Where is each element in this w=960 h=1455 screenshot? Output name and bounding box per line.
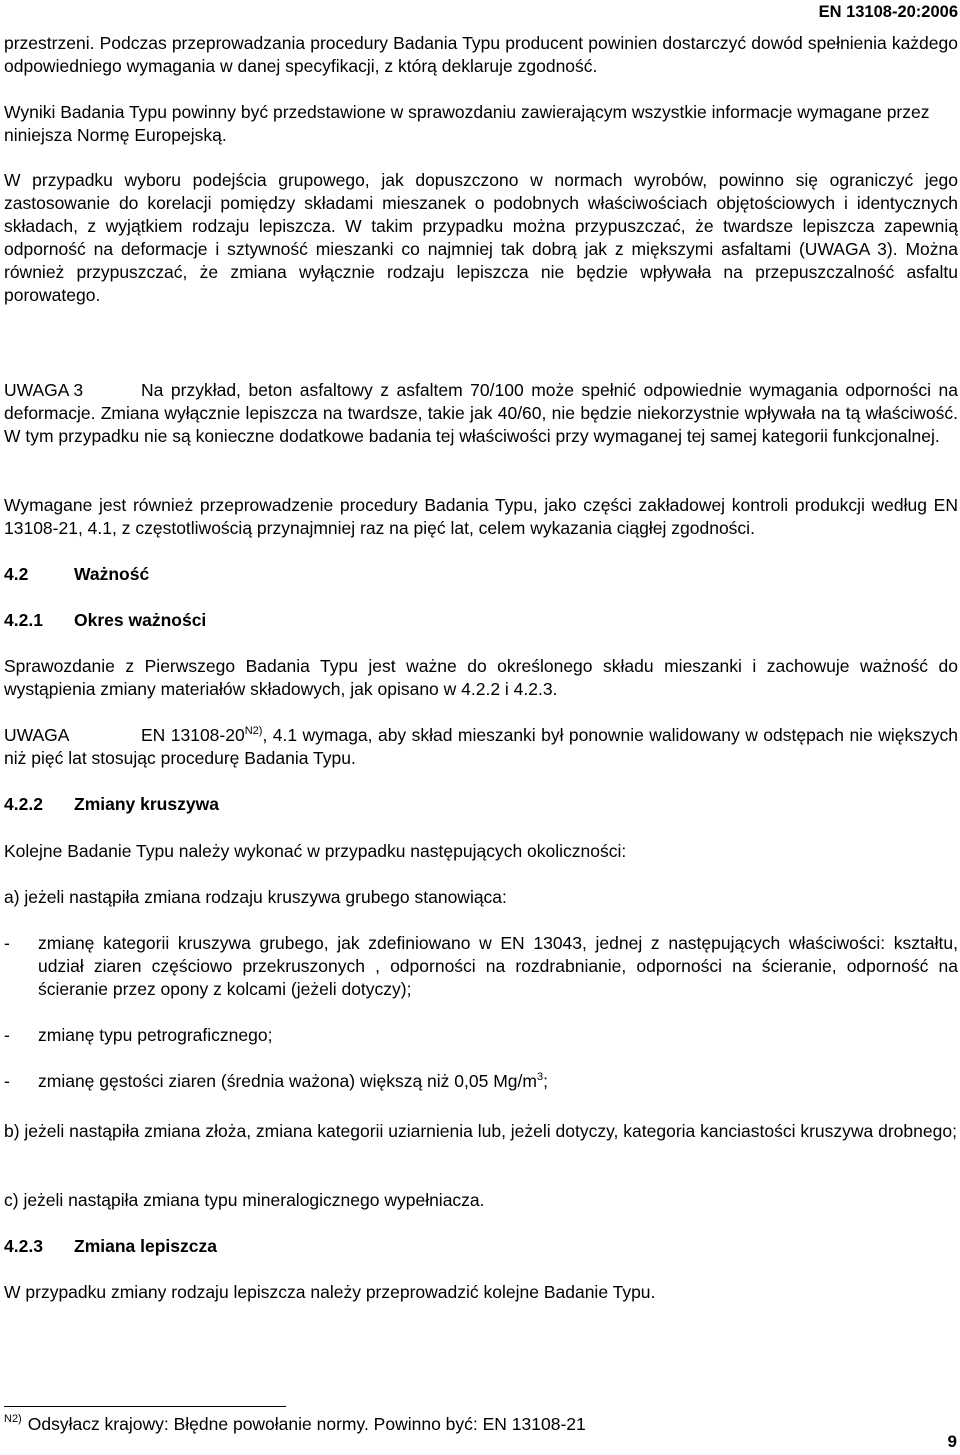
- paragraph-ftp-frequency: Wymagane jest również przeprowadzenie procedury Badania Typu, jako części zakładowej kontroli produkcji według EN 13108-21, 4.1, z częstotliwością przynajmniej raz na pięć lat, celem wykazania ciągłej zgodności.: [4, 495, 958, 538]
- paragraph-circumstances: Kolejne Badanie Typu należy wykonać w przypadku następujących okoliczności:: [4, 841, 627, 861]
- footnote-marker: N2): [4, 1413, 22, 1425]
- heading-number: 4.2.3: [4, 1236, 43, 1256]
- list-dash: -: [4, 933, 10, 953]
- page-number: 9: [947, 1432, 957, 1451]
- heading-title: Zmiana lepiszcza: [74, 1236, 217, 1256]
- note-3: [4, 379, 958, 448]
- note-n2: [4, 724, 958, 770]
- list-heading-a: a) jeżeli nastąpiła zmiana rodzaju kruszywa grubego stanowiąca:: [4, 887, 507, 907]
- paragraph-validity: Sprawozdanie z Pierwszego Badania Typu jest ważne do określonego składu mieszanki i zachowuje ważność do wystąpienia zmiany materiałów składowych, jak opisano w 4.2.2 i 4.2.3.: [4, 656, 958, 699]
- document-id-header: EN 13108-20:2006: [818, 3, 958, 21]
- heading-title: Okres ważności: [74, 610, 207, 630]
- heading-number: 4.2.2: [4, 794, 43, 814]
- heading-4-2-2: [4, 793, 219, 816]
- footnote-marker: N2): [244, 725, 263, 737]
- footnote-text: Odsyłacz krajowy: Błędne powołanie normy. Powinno być: EN 13108-21: [27, 1414, 586, 1434]
- list-item-text: zmianę kategorii kruszywa grubego, jak zdefiniowano w EN 13043, jednej z następujących właściwości: kształtu, udział ziaren częściowo przekruszonych , odporności na rozdrabnianie, odporności na ścieranie, odporność na ścieranie przez opony z kolcami (jeżeli dotyczy);: [38, 933, 958, 999]
- list-item: [4, 1024, 958, 1047]
- heading-4-2-3: [4, 1235, 217, 1258]
- heading-4-2-1: [4, 609, 206, 632]
- list-heading-b: b) jeżeli nastąpiła zmiana złoża, zmiana kategorii uziarnienia lub, jeżeli dotyczy, kategoria kanciastości kruszywa drobnego;: [4, 1121, 957, 1141]
- footnote-separator: [4, 1406, 286, 1407]
- note-n2-ref: EN 13108-20: [141, 725, 245, 745]
- heading-title: Zmiany kruszywa: [74, 794, 219, 814]
- list-item-end: ;: [543, 1071, 548, 1091]
- superscript-exponent: 3: [536, 1071, 544, 1083]
- list-item-text: zmianę gęstości ziaren (średnia ważona) większą niż 0,05 Mg/m: [38, 1071, 537, 1091]
- footnote: [4, 1413, 586, 1436]
- note-n2-text: , 4.1 wymaga, aby skład mieszanki był ponownie walidowany w odstępach nie większych niż pięć lat stosując procedurę Badania Typu.: [4, 725, 958, 768]
- list-heading-c: c) jeżeli nastąpiła zmiana typu mineralogicznego wypełniacza.: [4, 1190, 485, 1210]
- paragraph-test-report: Wyniki Badania Typu powinny być przedstawione w sprawozdaniu zawierającym wszystkie informacje wymagane przez niniejsza Normę Europejską.: [4, 102, 930, 145]
- note-3-text: Na przykład, beton asfaltowy z asfaltem 70/100 może spełnić odpowiednie wymagania odporności na deformacje. Zmiana wyłącznie lepiszcza na twardsze, takie jak 40/60, nie będzie niekorzystnie wpływała na tą właściwość. W tym przypadku nie są konieczne dodatkowe badania tej właściwości przy wymaganej tej samej kategorii funkcjonalnej.: [4, 380, 958, 446]
- note-3-label: UWAGA 3: [4, 380, 84, 400]
- list-dash: -: [4, 1071, 10, 1091]
- paragraph-binder-change: W przypadku zmiany rodzaju lepiszcza należy przeprowadzić kolejne Badanie Typu.: [4, 1282, 656, 1302]
- note-n2-label: UWAGA: [4, 725, 70, 745]
- paragraph-continuation: przestrzeni. Podczas przeprowadzania procedury Badania Typu producent powinien dostarczyć dowód spełnienia każdego odpowiedniego wymagania w danej specyfikacji, z którą deklaruje zgodność.: [4, 33, 958, 76]
- paragraph-group-approach: W przypadku wyboru podejścia grupowego, jak dopuszczono w normach wyrobów, powinno się ograniczyć jego zastosowanie do korelacji pomiędzy składami mieszanek o podobnych właściwościach objętościowych i identycznych składach, z wyjątkiem rodzaju lepiszcza. W takim przypadku można przypuszczać, że twardsze lepiszcza zapewnią odporność na deformacje i sztywność mieszanki co najmniej tak dobrą jak z miększymi asfaltami (UWAGA 3). Można również przypuszczać, że zmiana wyłącznie rodzaju lepiszcza nie będzie wpływała na przepuszczalność asfaltu porowatego.: [4, 170, 958, 305]
- heading-4-2: [4, 563, 149, 586]
- heading-number: 4.2.1: [4, 610, 43, 630]
- list-dash: -: [4, 1025, 10, 1045]
- list-item-text: zmianę typu petrograficznego;: [38, 1025, 273, 1045]
- list-item: [4, 932, 958, 1001]
- heading-number: 4.2: [4, 564, 29, 584]
- list-item: [4, 1070, 958, 1093]
- heading-title: Ważność: [74, 564, 150, 584]
